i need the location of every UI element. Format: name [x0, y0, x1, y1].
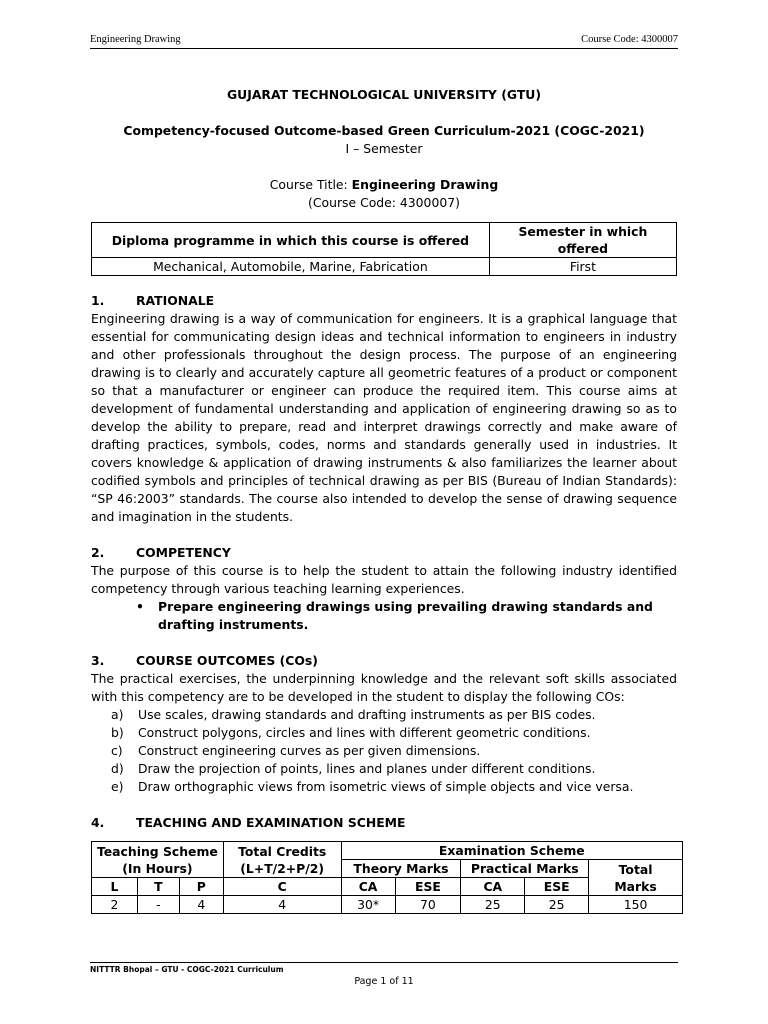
theory-marks-header: Theory Marks	[341, 860, 461, 878]
curriculum-title: Competency-focused Outcome-based Green Curriculum-2021 (COGC-2021)	[123, 123, 645, 138]
course-outcome-item: a) Use scales, drawing standards and drafting instruments as per BIS codes.	[111, 707, 596, 722]
value-theory-ese: 70	[395, 896, 461, 914]
course-outcome-item: b) Construct polygons, circles and lines with different geometric conditions.	[111, 725, 591, 740]
footer-curriculum: NITTTR Bhopal – GTU - COGC-2021 Curriculum	[90, 965, 284, 974]
page-number: Page 1 of 11	[354, 976, 414, 987]
running-header	[90, 34, 678, 49]
footer-rule	[90, 962, 678, 963]
rationale-heading: 1. RATIONALE	[91, 293, 215, 308]
exam-scheme-header: Examination Scheme	[341, 842, 682, 860]
practical-marks-header: Practical Marks	[461, 860, 589, 878]
course-code-line: (Course Code: 4300007)	[308, 195, 460, 210]
semester-value: First	[489, 258, 676, 276]
semester-line: I – Semester	[345, 141, 423, 156]
course-title: Engineering Drawing	[351, 177, 499, 192]
university-title: GUJARAT TECHNOLOGICAL UNIVERSITY (GTU)	[226, 87, 541, 102]
sub-header-t: T	[137, 878, 179, 896]
programme-table	[91, 222, 677, 276]
rationale-text: Engineering drawing is a way of communication for engineers. It is a graphical language that essential for communicating design ideas and technical information to engineers in industry and other professionals throughout the design process. The purpose of an engineering drawing is to clearly and accurately capture all geometric features of a product or component so that a manufacturer or engineer can produce the required item. This course aims at development of fundamental understanding and application of engineering drawing so as to develop the ability to prepare, read and interpret drawings correctly and make aware of drafting practices, symbols, codes, norms and standards generally used in industries. It covers knowledge & application of drawing instruments & also familiarizes the learner about codified symbols and principles of technical drawing as per BIS (Bureau of Indian Standards): “SP 46:2003” standards. The course also intended to develop the sense of drawing sequence and imagination in the students.	[91, 311, 677, 524]
course-outcomes-list	[91, 706, 677, 796]
competency-list	[91, 598, 677, 634]
sub-header-c: C	[223, 878, 341, 896]
teaching-scheme-header: Teaching Scheme (In Hours)	[92, 842, 224, 878]
course-title-line	[91, 176, 677, 194]
sub-header-l: L	[92, 878, 138, 896]
total-marks-header: Total Marks	[589, 860, 683, 896]
value-l: 2	[92, 896, 138, 914]
value-total-marks: 150	[589, 896, 683, 914]
programme-header: Diploma programme in which this course is offered	[92, 223, 490, 258]
header-course-code: Course Code: 4300007	[581, 34, 678, 45]
value-p: 4	[179, 896, 223, 914]
scheme-table	[91, 841, 683, 914]
competency-heading: 2. COMPETENCY	[91, 545, 231, 560]
value-theory-ca: 30*	[341, 896, 395, 914]
document-body	[91, 86, 677, 914]
value-c: 4	[223, 896, 341, 914]
course-outcome-item: e) Draw orthographic views from isometric views of simple objects and vice versa.	[111, 779, 634, 794]
semester-header: Semester in which offered	[489, 223, 676, 258]
value-practical-ese: 25	[525, 896, 589, 914]
sub-header-theory-ese: ESE	[395, 878, 461, 896]
total-credits-header: Total Credits (L+T/2+P/2)	[223, 842, 341, 878]
competency-text: The purpose of this course is to help the student to attain the following industry identified competency through various teaching learning experiences.	[91, 563, 677, 596]
course-outcomes-text: The practical exercises, the underpinning knowledge and the relevant soft skills associated with this competency are to be developed in the student to display the following COs:	[91, 671, 677, 704]
programme-value: Mechanical, Automobile, Marine, Fabrication	[92, 258, 490, 276]
competency-item: • Prepare engineering drawings using prevailing drawing standards and drafting instruments.	[136, 598, 677, 634]
course-outcome-item: d) Draw the projection of points, lines and planes under different conditions.	[111, 761, 596, 776]
value-practical-ca: 25	[461, 896, 525, 914]
sub-header-practical-ese: ESE	[525, 878, 589, 896]
course-title-label: Course Title:	[269, 177, 352, 192]
course-outcomes-heading: 3. COURSE OUTCOMES (COs)	[91, 653, 318, 668]
scheme-heading: 4. TEACHING AND EXAMINATION SCHEME	[91, 815, 406, 830]
value-t: -	[137, 896, 179, 914]
sub-header-p: P	[179, 878, 223, 896]
header-course-name: Engineering Drawing	[90, 34, 181, 45]
course-outcome-item: c) Construct engineering curves as per given dimensions.	[111, 743, 481, 758]
sub-header-theory-ca: CA	[341, 878, 395, 896]
sub-header-practical-ca: CA	[461, 878, 525, 896]
